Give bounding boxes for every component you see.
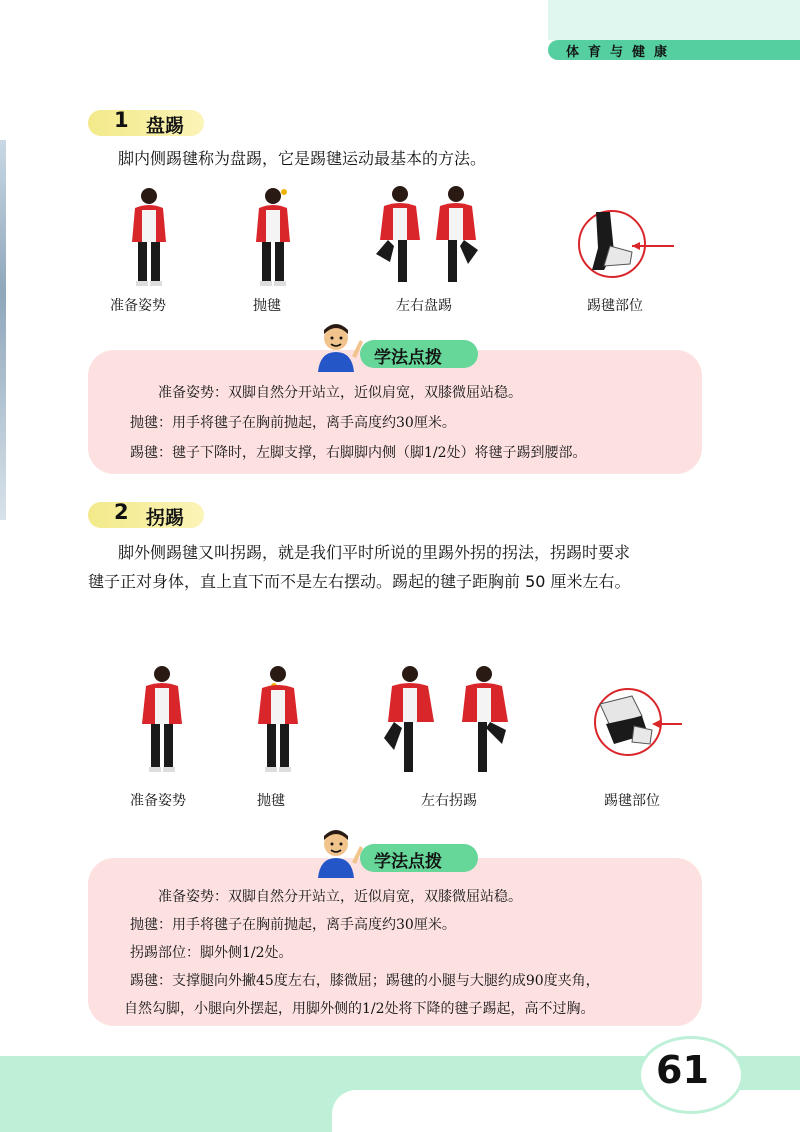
figure-kick-spot-2 [592, 686, 684, 758]
section2-caption-1: 准备姿势 [130, 793, 186, 809]
book-title: 体育与健康 [566, 45, 677, 60]
section1-title: 盘踢 [146, 115, 185, 137]
section2-description-line2: 毽子正对身体，直上直下而不是左右摆动。踢起的毽子距胸前 50 厘米左右。 [88, 572, 631, 591]
section2-tip-label: 学法点拨 [374, 852, 442, 872]
left-edge-strip [0, 140, 6, 520]
section2-tip-label-pill [360, 844, 478, 872]
boy-mascot-icon [314, 322, 364, 374]
section2-title-pill [88, 502, 204, 528]
section1-description: 脚内侧踢毽称为盘踢，它是踢毽运动最基本的方法。 [118, 149, 487, 168]
section1-caption-1: 准备姿势 [110, 298, 166, 314]
section1-caption-3: 左右盘踢 [396, 298, 452, 314]
section1-tip-line-2: 抛毽：用手将毽子在胸前抛起，离手高度约30厘米。 [130, 415, 456, 431]
page-number: 61 [656, 1048, 709, 1092]
section1-caption-2: 抛毽 [253, 298, 281, 314]
figure-left-right-outer-kick-2 [380, 664, 520, 780]
figure-toss-2 [254, 664, 302, 776]
figure-left-right-kick-1 [372, 184, 484, 288]
section2-title: 拐踢 [146, 507, 185, 529]
section2-description-line1: 脚外侧踢毽又叫拐踢，就是我们平时所说的里踢外拐的拐法，拐踢时要求 [118, 543, 631, 562]
section2-tip-line-5: 自然勾脚，小腿向外摆起，用脚外侧的1/2处将下降的毽子踢起，高不过胸。 [124, 1001, 595, 1017]
section1-number: 1 [114, 108, 129, 132]
header-band [548, 0, 800, 40]
section1-title-pill [88, 110, 204, 136]
section2-tip-line-3: 拐踢部位：脚外侧1/2处。 [130, 945, 293, 961]
figure-toss-1 [250, 186, 296, 290]
section1-caption-4: 踢毽部位 [587, 298, 643, 314]
section2-caption-2: 抛毽 [257, 793, 285, 809]
section1-tip-label-pill [360, 340, 478, 368]
section1-tip-line-1: 准备姿势：双脚自然分开站立，近似肩宽，双膝微屈站稳。 [158, 385, 522, 401]
section2-tip-line-1: 准备姿势：双脚自然分开站立，近似肩宽，双膝微屈站稳。 [158, 889, 522, 905]
figure-ready-stance-2 [138, 664, 186, 776]
section2-number: 2 [114, 500, 129, 524]
section2-caption-3: 左右拐踢 [421, 793, 477, 809]
figure-ready-stance-1 [126, 186, 172, 290]
figure-kick-spot-1 [574, 208, 678, 278]
section2-tip-line-2: 抛毽：用手将毽子在胸前抛起，离手高度约30厘米。 [130, 917, 456, 933]
section1-tip-label: 学法点拨 [374, 348, 442, 368]
boy-mascot-icon [314, 828, 364, 880]
section2-tip-line-4: 踢毽：支撑腿向外撇45度左右，膝微屈；踢毽的小腿与大腿约成90度夹角， [130, 973, 600, 989]
section1-tip-line-3: 踢毽：毽子下降时，左脚支撑，右脚脚内侧（脚1/2处）将毽子踢到腰部。 [130, 445, 587, 461]
section2-caption-4: 踢毽部位 [604, 793, 660, 809]
